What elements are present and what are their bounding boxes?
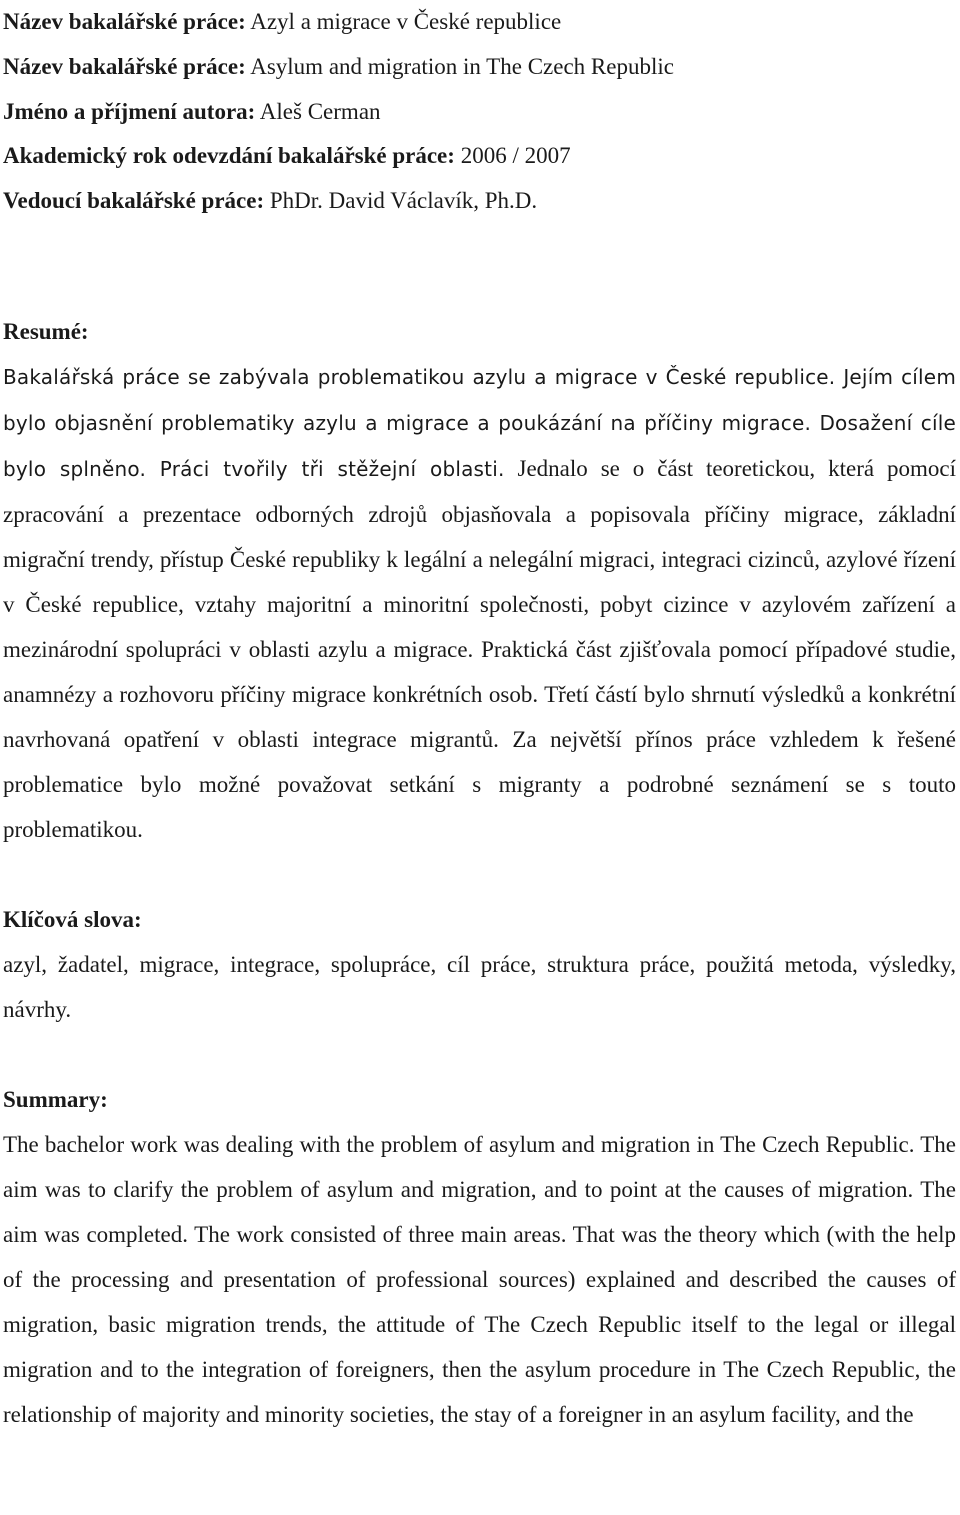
author-line — [3, 90, 956, 135]
keywords-paragraph: azyl, žadatel, migrace, integrace, spolupráce, cíl práce, struktura práce, použitá metoda, výsledky, návrhy. — [3, 951, 956, 1022]
meta-label: Vedoucí bakalářské práce: — [3, 188, 265, 214]
thesis-metadata — [3, 0, 956, 224]
meta-label: Jméno a příjmení autora: — [3, 98, 256, 124]
meta-label: Název bakalářské práce: — [3, 53, 246, 79]
meta-label: Akademický rok odevzdání bakalářské práce: — [3, 143, 455, 169]
resume-paragraph — [3, 354, 956, 852]
title-czech-line — [3, 0, 956, 45]
academic-year-line — [3, 134, 956, 179]
keywords-heading: Klíčová slova: — [3, 906, 142, 932]
resume-text-sans: Bakalářská práce se zabývala problematikou azylu a migrace v České republice. Jejím cílem bylo objasnění problematiky azylu a migrace a poukázání na příčiny migrace. Dosažení cíle bylo splněno. Práci tvořily tři stěžejní oblasti. — [3, 364, 956, 481]
meta-value: Asylum and migration in The Czech Republic — [245, 53, 674, 79]
meta-value: Azyl a migrace v České republice — [245, 9, 562, 34]
supervisor-line — [3, 179, 956, 224]
resume-text-serif: Jednalo se o část teoretickou, která pomocí zpracování a prezentace odborných zdrojů objasňovala a popisovala příčiny migrace, základní migrační trendy, přístup České republiky k legální a nelegální migraci, integraci cizinců, azylové řízení v České republice, vztahy majoritní a minoritní společnosti, pobyt cizince v azylovém zařízení a mezinárodní spolupráci v oblasti azylu a migrace. Praktická část zjišťovala pomocí případové studie, anamnézy a rozhovoru příčiny migrace konkrétních osob. Třetí částí bylo shrnutí výsledků a konkrétní navrhovaná opatření v oblasti integrace migrantů. Za největší přínos práce vzhledem k řešené problematice bylo možné považovat setkání s migranty a podrobné seznámení se s touto problematikou. — [3, 455, 956, 842]
title-english-line — [3, 45, 956, 90]
meta-value: Aleš Cerman — [255, 98, 381, 124]
meta-label: Název bakalářské práce: — [3, 9, 246, 34]
meta-value: PhDr. David Václavík, Ph.D. — [264, 188, 538, 214]
resume-heading: Resumé: — [3, 318, 89, 344]
summary-heading: Summary: — [3, 1086, 108, 1112]
meta-value: 2006 / 2007 — [454, 143, 571, 169]
summary-paragraph: The bachelor work was dealing with the problem of asylum and migration in The Czech Republic. The aim was to clarify the problem of asylum and migration, and to point at the causes of migration. The aim was completed. The work consisted of three main areas. That was the theory which (with the help of the processing and presentation of professional sources) explained and described the causes of migration, basic migration trends, the attitude of The Czech Republic itself to the legal or illegal migration and to the integration of foreigners, then the asylum procedure in The Czech Republic, the relationship of majority and minority societies, the stay of a foreigner in an asylum facility, and the — [3, 1131, 956, 1427]
